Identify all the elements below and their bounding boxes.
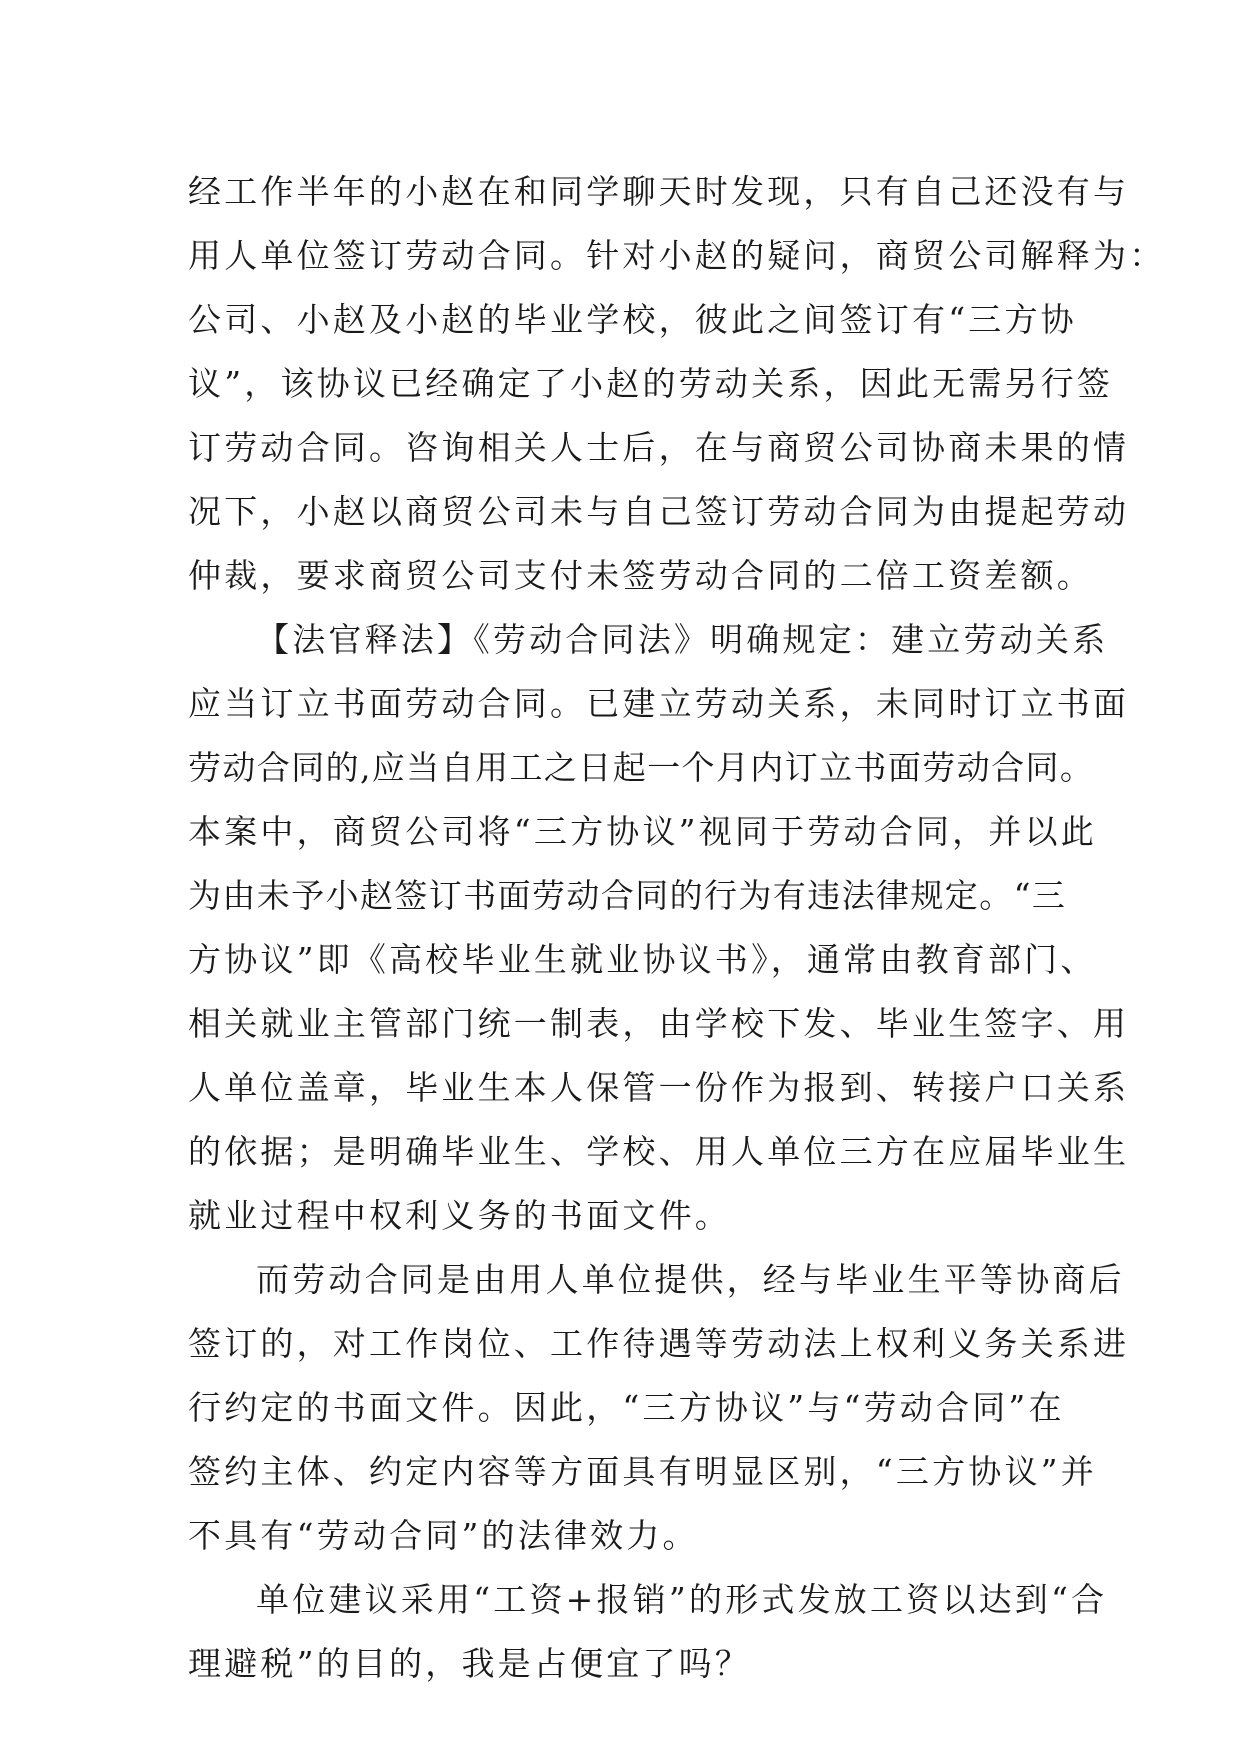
text-line: 本案中，商贸公司将“三方协议”视同于劳动合同，并以此: [188, 812, 1097, 851]
text-line: 相关就业主管部门统一制表，由学校下发、毕业生签字、用: [188, 1004, 1130, 1043]
paragraph-judge-explanation: [188, 608, 1130, 1248]
text-line: 不具有“劳动合同”的法律效力。: [188, 1516, 699, 1555]
text-line: 而劳动合同是由用人单位提供，经与毕业生平等协商后: [256, 1260, 1125, 1299]
text-line: 行约定的书面文件。因此，“三方协议”与“劳动合同”在: [188, 1388, 1065, 1427]
text-line: 经工作半年的小赵在和同学聊天时发现，只有自己还没有与: [188, 172, 1130, 211]
text-line: 的依据；是明确毕业生、学校、用人单位三方在应届毕业生: [188, 1132, 1130, 1171]
text-line: 理避税”的目的，我是占便宜了吗？: [188, 1644, 752, 1683]
text-line: 就业过程中权利义务的书面文件。: [188, 1196, 731, 1235]
text-line: 公司、小赵及小赵的毕业学校，彼此之间签订有“三方协: [188, 300, 1077, 339]
text-line: 用人单位签订劳动合同。针对小赵的疑问，商贸公司解释为：: [188, 236, 1166, 275]
text-line: 【法官释法】《劳动合同法》明确规定：建立劳动关系: [256, 620, 1109, 659]
text-line: 劳动合同的,应当自用工之日起一个月内订立书面劳动合同。: [188, 748, 1095, 787]
paragraph-case-narrative: [188, 160, 1166, 608]
text-line: 应当订立书面劳动合同。已建立劳动关系，未同时订立书面: [188, 684, 1130, 723]
paragraph-next-question: [188, 1568, 1108, 1696]
text-line: 议”，该协议已经确定了小赵的劳动关系，因此无需另行签: [188, 364, 1114, 403]
text-line: 仲裁，要求商贸公司支付未签劳动合同的二倍工资差额。: [188, 556, 1093, 595]
text-line: 签订的，对工作岗位、工作待遇等劳动法上权利义务关系进: [188, 1324, 1130, 1363]
text-line: 为由未予小赵签订书面劳动合同的行为有违法律规定。“三: [188, 876, 1067, 915]
text-line: 方协议”即《高校毕业生就业协议书》，通常由教育部门、: [188, 940, 1097, 979]
text-line: 况下，小赵以商贸公司未与自己签订劳动合同为由提起劳动: [188, 492, 1130, 531]
document-body: [188, 160, 1166, 1696]
text-line: 订劳动合同。咨询相关人士后，在与商贸公司协商未果的情: [188, 428, 1130, 467]
text-line: 人单位盖章，毕业生本人保管一份作为报到、转接户口关系: [188, 1068, 1130, 1107]
paragraph-labor-contract-difference: [188, 1248, 1130, 1568]
text-line: 签约主体、约定内容等方面具有明显区别，“三方协议”并: [188, 1452, 1097, 1491]
text-line: 单位建议采用“工资+报销”的形式发放工资以达到“合: [256, 1580, 1108, 1619]
